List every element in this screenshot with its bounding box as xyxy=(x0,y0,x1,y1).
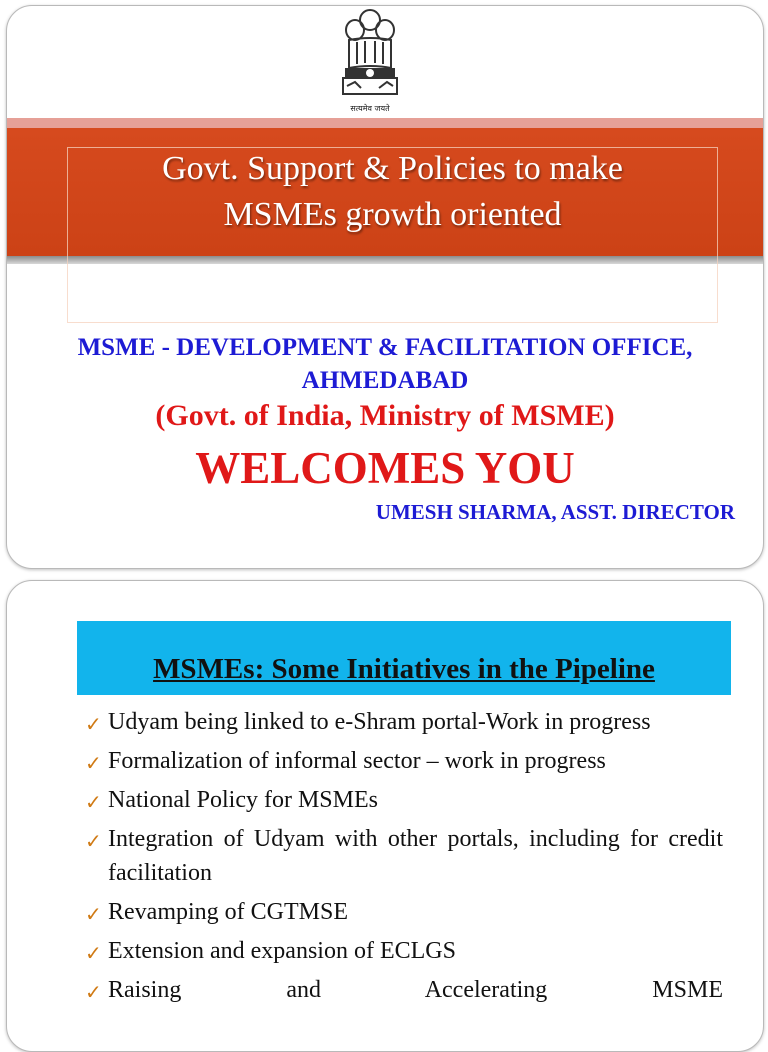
list-item-text: Revamping of CGTMSE xyxy=(108,899,348,925)
slide-title xyxy=(67,146,718,238)
list-item xyxy=(85,705,723,739)
checkmark-icon: ✓ xyxy=(85,980,102,1004)
slide-title-line-2: MSMEs growth oriented xyxy=(223,196,562,233)
slide-heading: MSMEs: Some Initiatives in the Pipeline xyxy=(153,653,655,685)
initiatives-list xyxy=(85,705,723,1012)
office-name xyxy=(7,331,763,397)
national-emblem xyxy=(329,6,411,118)
welcome-text: WELCOMES YOU xyxy=(195,443,575,493)
title-slide xyxy=(6,5,764,569)
presenter-name: UMESH SHARMA, ASST. DIRECTOR xyxy=(375,500,735,524)
checkmark-icon: ✓ xyxy=(85,829,102,853)
lion-capital-icon xyxy=(335,6,405,102)
list-item-text: Integration of Udyam with other portals, including for credit facilitation xyxy=(108,826,723,886)
list-item xyxy=(85,895,723,929)
list-item-text: Raising and Accelerating MSME xyxy=(108,977,723,1003)
list-item xyxy=(85,822,723,890)
slide-title-line-1: Govt. Support & Policies to make xyxy=(162,150,623,187)
list-item xyxy=(85,783,723,817)
list-item-text: Formalization of informal sector – work in progress xyxy=(108,748,606,774)
office-name-line-2: AHMEDABAD xyxy=(301,367,469,394)
checkmark-icon: ✓ xyxy=(85,751,102,775)
checkmark-icon: ✓ xyxy=(85,902,102,926)
list-item xyxy=(85,934,723,968)
band-top-strip xyxy=(7,118,763,128)
heading-box xyxy=(77,621,731,695)
office-name-line-1: MSME - DEVELOPMENT & FACILITATION OFFICE, xyxy=(77,334,693,361)
checkmark-icon: ✓ xyxy=(85,941,102,965)
list-item-text: Extension and expansion of ECLGS xyxy=(108,938,456,964)
initiatives-slide xyxy=(6,580,764,1052)
list-item-text: Udyam being linked to e-Shram portal-Work in progress xyxy=(108,709,651,735)
list-item xyxy=(85,744,723,778)
emblem-motto: सत्यमेव जयते xyxy=(350,104,390,113)
list-item xyxy=(85,973,723,1007)
checkmark-icon: ✓ xyxy=(85,712,102,736)
list-item-text: National Policy for MSMEs xyxy=(108,787,378,813)
checkmark-icon: ✓ xyxy=(85,790,102,814)
ministry-line: (Govt. of India, Ministry of MSME) xyxy=(155,399,615,432)
